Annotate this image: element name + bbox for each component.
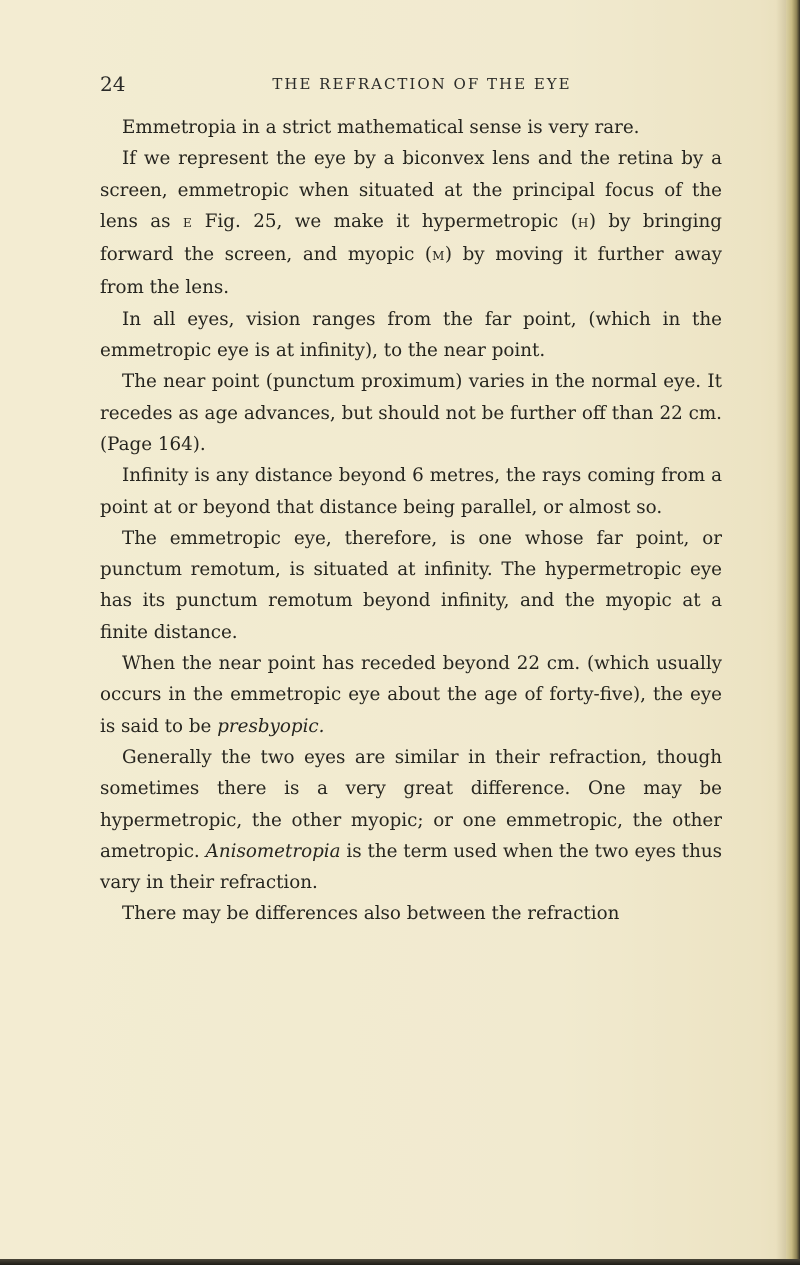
paragraph-text: ) by bringing forward the screen, and myopic ( [100, 210, 722, 266]
paragraph-text: Emmetropia in a strict mathematical sense is very rare. [122, 117, 640, 138]
paragraph-text: In all eyes, vision ranges from the far point, (which in the emmetropic eye is at infinity), to the near point. [100, 308, 722, 362]
page-gutter-shadow [776, 0, 786, 1265]
page-edge [786, 0, 800, 1265]
running-head: THE REFRACTION OF THE EYE [272, 75, 572, 93]
page-number: 24 [100, 72, 126, 96]
paragraph-anisometropia [100, 742, 722, 898]
paragraph-text: Fig. 25, we make it hypermetropic ( [192, 210, 578, 232]
paragraph-text: Generally the two eyes are similar in their refraction, though sometimes there is a very great difference. One may be hypermetropic, the other myopic; or one emmetropic, the other ametropic. [100, 746, 722, 862]
label-h: H [577, 215, 589, 230]
paragraph-emmetropia [100, 112, 722, 143]
paragraph-biconvex-lens [100, 143, 722, 303]
paragraph-text: The near point (punctum proximum) varies in the normal eye. It recedes as age advances, but should not be further off than 22 cm. (Page 164). [100, 371, 722, 455]
paragraph-text: is the term used when the two eyes thus vary in their refraction. [100, 840, 722, 894]
italic-term-anisometropia: Anisometropia [205, 840, 341, 862]
paragraph-near-point [100, 366, 722, 460]
body-text [100, 112, 722, 930]
page-header [100, 72, 720, 102]
paragraph-text: There may be differences also between the refraction [122, 903, 620, 925]
paragraph-text: When the near point has receded beyond 22 cm. (which usually occurs in the emmetropic eye about the age of forty-five), the eye is said to be [100, 653, 722, 737]
paragraph-text: Infinity is any distance beyond 6 metres, the rays coming from a point at or beyond that distance being parallel, or almost so. [100, 465, 722, 518]
paragraph-text: The emmetropic eye, therefore, is one whose far point, or punctum remotum, is situated at infinity. The hypermetropic eye has its punctum remotum beyond infinity, and the myopic at a finite distance. [100, 527, 722, 643]
paragraph-text: ) by moving it further away from the lens. [100, 244, 723, 299]
paragraph-text: If we represent the eye by a biconvex lens and the retina by a screen, emmetropic when situated at the principal focus of the lens as [100, 148, 722, 232]
label-m: M [432, 249, 445, 264]
paragraph-vision-ranges [100, 304, 722, 367]
paragraph-presbyopia [100, 648, 722, 742]
page-bottom-edge [0, 1259, 800, 1265]
italic-term-presbyopic: presbyopic. [217, 715, 325, 737]
paragraph-infinity [100, 460, 722, 523]
label-e: E [183, 215, 193, 230]
paragraph-emmetropic-eye [100, 523, 722, 648]
paragraph-differences [100, 898, 722, 929]
